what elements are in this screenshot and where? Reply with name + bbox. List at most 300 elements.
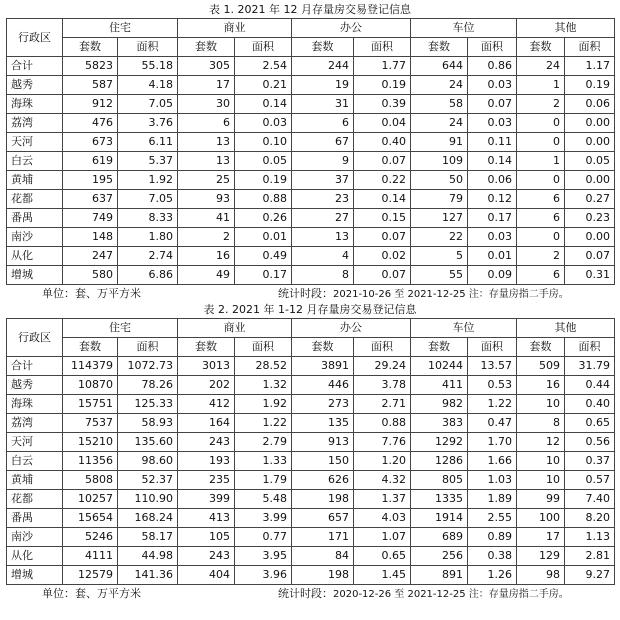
value-cell: 1.32 (235, 376, 292, 395)
table-row (7, 414, 615, 433)
value-cell: 0.03 (235, 114, 292, 133)
value-cell: 98 (517, 566, 565, 585)
value-cell: 383 (411, 414, 468, 433)
value-cell: 135.60 (118, 433, 178, 452)
district-cell: 荔湾 (7, 414, 63, 433)
value-cell: 749 (63, 209, 118, 228)
value-cell: 0.23 (565, 209, 615, 228)
value-cell: 8 (292, 266, 354, 285)
value-cell: 0.37 (565, 452, 615, 471)
table-row (7, 95, 615, 114)
table-row (7, 433, 615, 452)
value-cell: 2 (178, 228, 235, 247)
table2-sub-count: 套数 (178, 338, 235, 357)
value-cell: 2.71 (354, 395, 411, 414)
value-cell: 7.40 (565, 490, 615, 509)
value-cell: 193 (178, 452, 235, 471)
table-row (7, 509, 615, 528)
value-cell: 129 (517, 547, 565, 566)
value-cell: 58.93 (118, 414, 178, 433)
value-cell: 0.09 (468, 266, 517, 285)
value-cell: 2 (517, 247, 565, 266)
value-cell: 0.05 (235, 152, 292, 171)
value-cell: 168.24 (118, 509, 178, 528)
table1-sub-count: 套数 (517, 38, 565, 57)
value-cell: 1335 (411, 490, 468, 509)
district-cell: 越秀 (7, 76, 63, 95)
value-cell: 1.03 (468, 471, 517, 490)
district-cell: 从化 (7, 247, 63, 266)
value-cell: 0.03 (468, 76, 517, 95)
table2-group-other: 其他 (517, 319, 615, 338)
value-cell: 0.77 (235, 528, 292, 547)
value-cell: 2.79 (235, 433, 292, 452)
value-cell: 98.60 (118, 452, 178, 471)
value-cell: 411 (411, 376, 468, 395)
table-row (7, 76, 615, 95)
value-cell: 1.07 (354, 528, 411, 547)
value-cell: 1292 (411, 433, 468, 452)
value-cell: 198 (292, 490, 354, 509)
table-row (7, 228, 615, 247)
table2-group-office: 办公 (292, 319, 411, 338)
value-cell: 12579 (63, 566, 118, 585)
value-cell: 0.00 (565, 228, 615, 247)
district-cell: 增城 (7, 566, 63, 585)
table1-group-other: 其他 (517, 19, 615, 38)
value-cell: 1072.73 (118, 357, 178, 376)
value-cell: 6.86 (118, 266, 178, 285)
value-cell: 13 (178, 152, 235, 171)
value-cell: 6 (517, 209, 565, 228)
value-cell: 8.20 (565, 509, 615, 528)
district-cell: 荔湾 (7, 114, 63, 133)
value-cell: 0.40 (354, 133, 411, 152)
value-cell: 0 (517, 133, 565, 152)
table1-caption: 表 1. 2021 年 12 月存量房交易登记信息 (209, 3, 411, 16)
table2-sub-area: 面积 (118, 338, 178, 357)
value-cell: 110.90 (118, 490, 178, 509)
value-cell: 22 (411, 228, 468, 247)
value-cell: 1.33 (235, 452, 292, 471)
value-cell: 0.11 (468, 133, 517, 152)
value-cell: 5823 (63, 57, 118, 76)
value-cell: 3891 (292, 357, 354, 376)
value-cell: 15654 (63, 509, 118, 528)
value-cell: 1.37 (354, 490, 411, 509)
district-cell: 黄埔 (7, 171, 63, 190)
value-cell: 0.06 (565, 95, 615, 114)
table2-sub-count: 套数 (517, 338, 565, 357)
value-cell: 109 (411, 152, 468, 171)
value-cell: 0.53 (468, 376, 517, 395)
table1-group-commercial: 商业 (178, 19, 292, 38)
value-cell: 3.99 (235, 509, 292, 528)
table-row (7, 266, 615, 285)
document-page (6, 0, 614, 602)
table1-sub-count: 套数 (292, 38, 354, 57)
table-row (7, 57, 615, 76)
value-cell: 13.57 (468, 357, 517, 376)
value-cell: 587 (63, 76, 118, 95)
value-cell: 93 (178, 190, 235, 209)
value-cell: 0.02 (354, 247, 411, 266)
table-row (7, 133, 615, 152)
table-row (7, 152, 615, 171)
value-cell: 12 (517, 433, 565, 452)
value-cell: 13 (178, 133, 235, 152)
value-cell: 7537 (63, 414, 118, 433)
value-cell: 1914 (411, 509, 468, 528)
district-cell: 黄埔 (7, 471, 63, 490)
value-cell: 2.54 (235, 57, 292, 76)
district-cell: 天河 (7, 133, 63, 152)
value-cell: 58 (411, 95, 468, 114)
value-cell: 1.22 (468, 395, 517, 414)
value-cell: 15751 (63, 395, 118, 414)
value-cell: 0.39 (354, 95, 411, 114)
table-row (7, 566, 615, 585)
value-cell: 580 (63, 266, 118, 285)
value-cell: 91 (411, 133, 468, 152)
value-cell: 891 (411, 566, 468, 585)
table2-unit-note: 单位：套、万平方米 (42, 587, 141, 600)
value-cell: 67 (292, 133, 354, 152)
value-cell: 0.86 (468, 57, 517, 76)
value-cell: 16 (178, 247, 235, 266)
value-cell: 1.22 (235, 414, 292, 433)
value-cell: 100 (517, 509, 565, 528)
table1-period-value: 2021-10-26 至 2021-12-25 注：存量房指二手房。 (333, 289, 569, 300)
value-cell: 50 (411, 171, 468, 190)
value-cell: 0.07 (354, 152, 411, 171)
table2-period-value: 2020-12-26 至 2021-12-25 注：存量房指二手房。 (333, 589, 569, 600)
table2-group-residential: 住宅 (63, 319, 178, 338)
value-cell: 0.56 (565, 433, 615, 452)
table1-sub-area: 面积 (565, 38, 615, 57)
value-cell: 55 (411, 266, 468, 285)
table1-sub-area: 面积 (468, 38, 517, 57)
value-cell: 10 (517, 471, 565, 490)
value-cell: 412 (178, 395, 235, 414)
value-cell: 202 (178, 376, 235, 395)
table-row (7, 395, 615, 414)
value-cell: 24 (411, 76, 468, 95)
value-cell: 982 (411, 395, 468, 414)
value-cell: 31.79 (565, 357, 615, 376)
value-cell: 4 (292, 247, 354, 266)
table2-group-parking: 车位 (411, 319, 517, 338)
table1-sub-count: 套数 (178, 38, 235, 57)
value-cell: 1286 (411, 452, 468, 471)
value-cell: 24 (517, 57, 565, 76)
value-cell: 7.05 (118, 95, 178, 114)
value-cell: 2.81 (565, 547, 615, 566)
table2-group-commercial: 商业 (178, 319, 292, 338)
table1-body (7, 57, 615, 285)
value-cell: 1 (517, 152, 565, 171)
value-cell: 399 (178, 490, 235, 509)
district-cell: 南沙 (7, 528, 63, 547)
table1-period (278, 285, 569, 303)
value-cell: 644 (411, 57, 468, 76)
table-row (7, 190, 615, 209)
value-cell: 235 (178, 471, 235, 490)
value-cell: 55.18 (118, 57, 178, 76)
value-cell: 99 (517, 490, 565, 509)
value-cell: 2.55 (468, 509, 517, 528)
table-row (7, 376, 615, 395)
value-cell: 1.77 (354, 57, 411, 76)
table2-sub-area: 面积 (468, 338, 517, 357)
value-cell: 105 (178, 528, 235, 547)
value-cell: 23 (292, 190, 354, 209)
value-cell: 913 (292, 433, 354, 452)
value-cell: 689 (411, 528, 468, 547)
value-cell: 37 (292, 171, 354, 190)
table1-footer (6, 285, 614, 302)
value-cell: 1.66 (468, 452, 517, 471)
value-cell: 25 (178, 171, 235, 190)
value-cell: 3.76 (118, 114, 178, 133)
table-row (7, 209, 615, 228)
value-cell: 413 (178, 509, 235, 528)
value-cell: 4.03 (354, 509, 411, 528)
value-cell: 1.17 (565, 57, 615, 76)
value-cell: 1.70 (468, 433, 517, 452)
value-cell: 243 (178, 547, 235, 566)
value-cell: 626 (292, 471, 354, 490)
value-cell: 10244 (411, 357, 468, 376)
value-cell: 305 (178, 57, 235, 76)
district-cell: 白云 (7, 152, 63, 171)
table1-sub-area: 面积 (235, 38, 292, 57)
value-cell: 0 (517, 228, 565, 247)
value-cell: 58.17 (118, 528, 178, 547)
table1-group-parking: 车位 (411, 19, 517, 38)
value-cell: 1.92 (235, 395, 292, 414)
value-cell: 2.74 (118, 247, 178, 266)
value-cell: 1.92 (118, 171, 178, 190)
value-cell: 15210 (63, 433, 118, 452)
district-cell: 海珠 (7, 395, 63, 414)
table1-sub-count: 套数 (411, 38, 468, 57)
value-cell: 673 (63, 133, 118, 152)
table1-sub-area: 面积 (118, 38, 178, 57)
value-cell: 0.88 (235, 190, 292, 209)
value-cell: 8 (517, 414, 565, 433)
value-cell: 3.96 (235, 566, 292, 585)
value-cell: 619 (63, 152, 118, 171)
district-cell: 越秀 (7, 376, 63, 395)
value-cell: 476 (63, 114, 118, 133)
value-cell: 0.17 (468, 209, 517, 228)
value-cell: 198 (292, 566, 354, 585)
value-cell: 0.19 (565, 76, 615, 95)
value-cell: 0.01 (468, 247, 517, 266)
value-cell: 0.14 (354, 190, 411, 209)
value-cell: 6 (517, 266, 565, 285)
table2-sub-count: 套数 (411, 338, 468, 357)
value-cell: 0.17 (235, 266, 292, 285)
table1-period-label: 统计时段： (278, 287, 333, 300)
value-cell: 0 (517, 114, 565, 133)
table-row (7, 547, 615, 566)
value-cell: 0.05 (565, 152, 615, 171)
value-cell: 0.65 (565, 414, 615, 433)
table-row (7, 452, 615, 471)
value-cell: 52.37 (118, 471, 178, 490)
value-cell: 5808 (63, 471, 118, 490)
value-cell: 6 (292, 114, 354, 133)
value-cell: 1.45 (354, 566, 411, 585)
value-cell: 10870 (63, 376, 118, 395)
value-cell: 0.04 (354, 114, 411, 133)
value-cell: 0.40 (565, 395, 615, 414)
value-cell: 6.11 (118, 133, 178, 152)
value-cell: 135 (292, 414, 354, 433)
table-row (7, 171, 615, 190)
value-cell: 19 (292, 76, 354, 95)
value-cell: 24 (411, 114, 468, 133)
value-cell: 0.03 (468, 114, 517, 133)
value-cell: 0.19 (235, 171, 292, 190)
table1-group-residential: 住宅 (63, 19, 178, 38)
value-cell: 1.79 (235, 471, 292, 490)
value-cell: 171 (292, 528, 354, 547)
table2-sub-area: 面积 (235, 338, 292, 357)
table1-sub-area: 面积 (354, 38, 411, 57)
value-cell: 0.00 (565, 171, 615, 190)
district-cell: 花都 (7, 490, 63, 509)
district-cell: 海珠 (7, 95, 63, 114)
value-cell: 0.44 (565, 376, 615, 395)
value-cell: 2 (517, 95, 565, 114)
value-cell: 1.89 (468, 490, 517, 509)
value-cell: 31 (292, 95, 354, 114)
value-cell: 0.07 (565, 247, 615, 266)
value-cell: 0.89 (468, 528, 517, 547)
value-cell: 114379 (63, 357, 118, 376)
value-cell: 3.95 (235, 547, 292, 566)
value-cell: 28.52 (235, 357, 292, 376)
table2-sub-count: 套数 (292, 338, 354, 357)
district-cell: 番禺 (7, 209, 63, 228)
value-cell: 10 (517, 395, 565, 414)
table-row (7, 490, 615, 509)
value-cell: 127 (411, 209, 468, 228)
value-cell: 509 (517, 357, 565, 376)
value-cell: 256 (411, 547, 468, 566)
value-cell: 78.26 (118, 376, 178, 395)
value-cell: 0.07 (354, 266, 411, 285)
value-cell: 0.03 (468, 228, 517, 247)
value-cell: 5.48 (235, 490, 292, 509)
table2-sub-area: 面积 (354, 338, 411, 357)
value-cell: 10257 (63, 490, 118, 509)
value-cell: 0.65 (354, 547, 411, 566)
table2-body (7, 357, 615, 585)
value-cell: 1.80 (118, 228, 178, 247)
table-row (7, 471, 615, 490)
value-cell: 1.13 (565, 528, 615, 547)
value-cell: 4111 (63, 547, 118, 566)
value-cell: 17 (517, 528, 565, 547)
value-cell: 4.18 (118, 76, 178, 95)
value-cell: 0.31 (565, 266, 615, 285)
value-cell: 0.47 (468, 414, 517, 433)
table2-caption: 表 2. 2021 年 1-12 月存量房交易登记信息 (203, 303, 417, 316)
table-row (7, 114, 615, 133)
value-cell: 0.07 (468, 95, 517, 114)
value-cell: 27 (292, 209, 354, 228)
value-cell: 150 (292, 452, 354, 471)
district-cell: 南沙 (7, 228, 63, 247)
value-cell: 5246 (63, 528, 118, 547)
value-cell: 17 (178, 76, 235, 95)
value-cell: 11356 (63, 452, 118, 471)
value-cell: 637 (63, 190, 118, 209)
value-cell: 0.14 (235, 95, 292, 114)
table1-unit-note: 单位：套、万平方米 (42, 287, 141, 300)
value-cell: 49 (178, 266, 235, 285)
value-cell: 5 (411, 247, 468, 266)
value-cell: 1.26 (468, 566, 517, 585)
district-cell: 从化 (7, 547, 63, 566)
value-cell: 0.14 (468, 152, 517, 171)
table-row (7, 528, 615, 547)
district-cell: 番禺 (7, 509, 63, 528)
table2 (6, 318, 615, 585)
value-cell: 0.27 (565, 190, 615, 209)
value-cell: 805 (411, 471, 468, 490)
value-cell: 164 (178, 414, 235, 433)
value-cell: 243 (178, 433, 235, 452)
value-cell: 0.38 (468, 547, 517, 566)
value-cell: 0.15 (354, 209, 411, 228)
value-cell: 0.26 (235, 209, 292, 228)
value-cell: 4.32 (354, 471, 411, 490)
value-cell: 148 (63, 228, 118, 247)
value-cell: 0.06 (468, 171, 517, 190)
value-cell: 6 (517, 190, 565, 209)
value-cell: 13 (292, 228, 354, 247)
value-cell: 0.10 (235, 133, 292, 152)
value-cell: 0.07 (354, 228, 411, 247)
value-cell: 3.78 (354, 376, 411, 395)
table2-period-label: 统计时段： (278, 587, 333, 600)
table-row (7, 247, 615, 266)
value-cell: 195 (63, 171, 118, 190)
district-cell: 合计 (7, 57, 63, 76)
value-cell: 912 (63, 95, 118, 114)
value-cell: 1 (517, 76, 565, 95)
value-cell: 7.05 (118, 190, 178, 209)
value-cell: 273 (292, 395, 354, 414)
district-cell: 天河 (7, 433, 63, 452)
value-cell: 244 (292, 57, 354, 76)
value-cell: 29.24 (354, 357, 411, 376)
value-cell: 8.33 (118, 209, 178, 228)
value-cell: 0.19 (354, 76, 411, 95)
district-cell: 增城 (7, 266, 63, 285)
value-cell: 9 (292, 152, 354, 171)
value-cell: 0.22 (354, 171, 411, 190)
value-cell: 404 (178, 566, 235, 585)
table1-row-header: 行政区 (7, 19, 63, 57)
value-cell: 0.01 (235, 228, 292, 247)
value-cell: 9.27 (565, 566, 615, 585)
